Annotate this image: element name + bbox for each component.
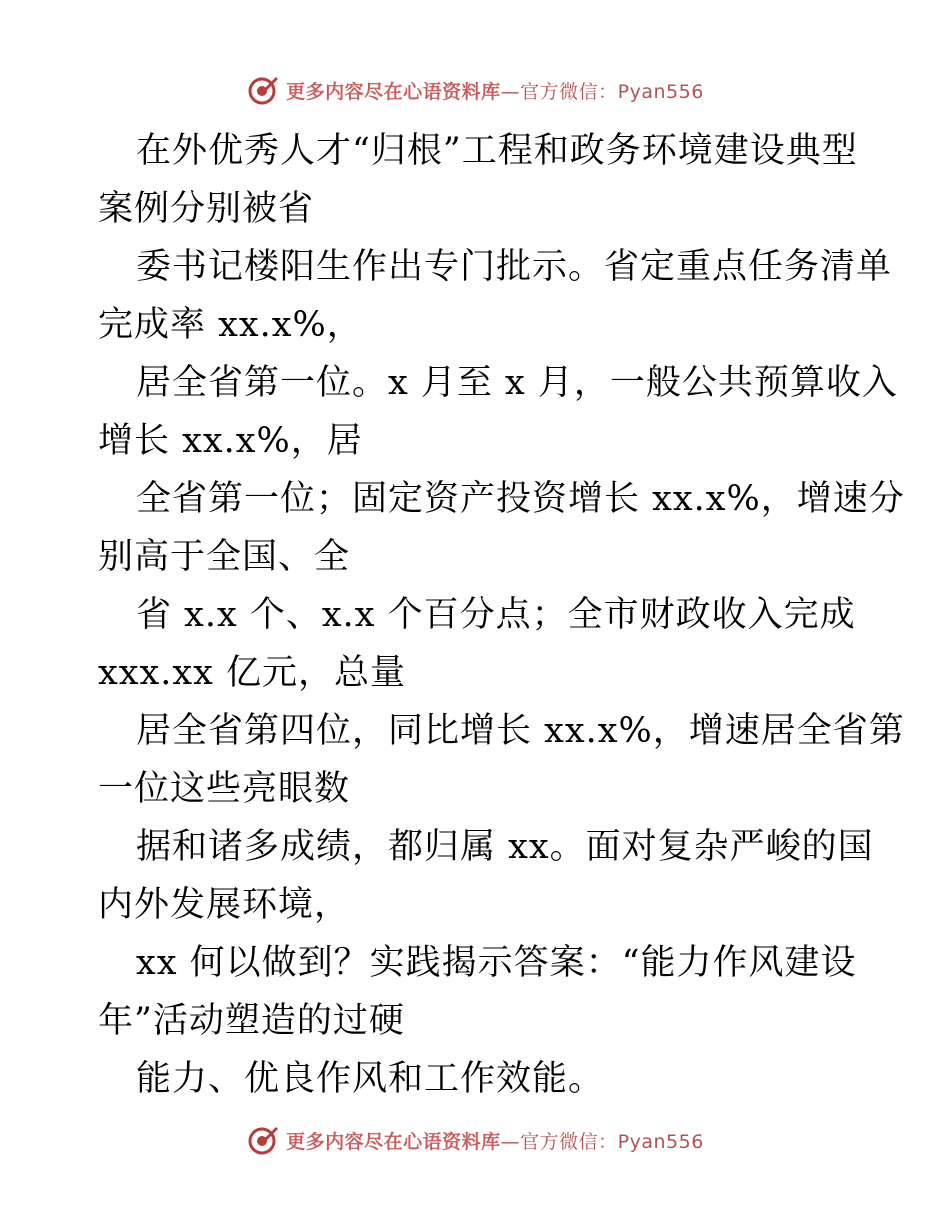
text-line: 案例分别被省 [98, 189, 315, 229]
text-line: 省 x.x 个、x.x 个百分点；全市财政收入完成 [136, 595, 856, 635]
watermark-footer [0, 1120, 950, 1160]
text-line: 委书记楼阳生作出专门批示。省定重点任务清单 [136, 247, 893, 287]
watermark-header [0, 70, 950, 110]
text-line: 完成率 xx.x%， [98, 305, 363, 345]
text-line: 一位这些亮眼数 [98, 769, 351, 809]
text-line: 年”活动塑造的过硬 [98, 1001, 405, 1041]
text-line: 居全省第一位。x 月至 x 月，一般公共预算收入 [136, 363, 898, 403]
text-line: 增长 xx.x%，居 [98, 421, 363, 461]
pen-logo-icon [246, 73, 280, 107]
text-line: 据和诸多成绩，都归属 xx。面对复杂严峻的国 [136, 827, 874, 867]
text-line: 别高于全国、全 [98, 537, 351, 577]
watermark-text: 更多内容尽在心语资料库—官方微信：Pyan556 [286, 1130, 704, 1153]
text-line: 在外优秀人才“归根”工程和政务环境建设典型 [136, 131, 858, 171]
text-line: 内外发展环境， [98, 885, 351, 925]
watermark-text: 更多内容尽在心语资料库—官方微信：Pyan556 [286, 80, 704, 103]
text-line: 能力、优良作风和工作效能。 [136, 1059, 605, 1099]
text-line: xx 何以做到？实践揭示答案：“能力作风建设 [136, 943, 857, 983]
text-line: 居全省第四位，同比增长 xx.x%，增速居全省第 [136, 711, 905, 751]
pen-logo-icon [246, 1123, 280, 1157]
document-body [98, 122, 905, 1108]
text-line: 全省第一位；固定资产投资增长 xx.x%，增速分 [136, 479, 905, 519]
text-line: xxx.xx 亿元，总量 [98, 653, 406, 693]
